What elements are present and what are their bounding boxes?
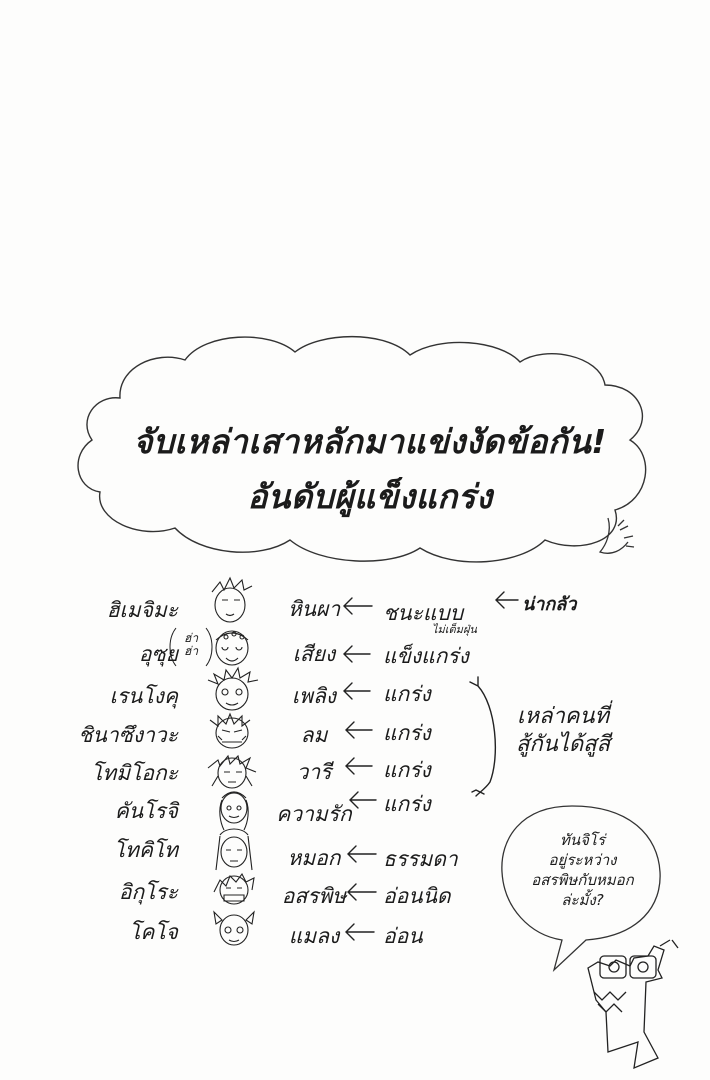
tokito-face-icon [216,829,252,870]
hashira-element: วารี [296,760,332,784]
hashira-element: หมอก [287,846,341,870]
hashira-name: อุซุย [138,642,178,666]
hashira-rank: แกร่ง [383,758,431,782]
shinazugawa-face-icon [210,714,250,748]
close-group-line1: เหล่าคนที่ [516,704,610,729]
hashira-rank: ชนะแบบ [383,601,464,625]
hashira-element: ความรัก [276,802,352,826]
close-group-line2: สู้กันได้สูสี [516,732,610,757]
page-title-line1: จับเหล่าเสาหลักมาแข่งงัดข้อกัน! [133,422,607,461]
bubble-line1: ทันจิโร่ [559,831,606,849]
hashira-rank: แกร่ง [383,682,431,706]
hashira-element: เพลิง [291,684,337,708]
not-full-power-note: ไม่เต็มฝุ่น [432,623,477,636]
hashira-name: คันโรจิ [114,799,178,823]
hashira-name: ชินาซึงาวะ [78,723,178,747]
hashira-rank: แกร่ง [383,792,431,816]
hashira-element: ลม [300,723,328,747]
hashira-name: โทมิโอกะ [91,761,178,785]
hashira-rank: ธรรมดา [383,847,458,871]
scary-note: น่ากลัว [522,594,577,615]
hashira-name: เรนโงคุ [109,684,178,708]
close-group-bracket [470,677,495,796]
hashira-name: โคโจ [129,920,178,944]
haha-note: ฮ่า ฮ่า [184,631,199,658]
kanroji-face-icon [220,792,248,830]
uzui-face-icon [216,631,248,665]
cloud-tail-hand [600,518,634,553]
hashira-name: อิกุโระ [118,880,178,904]
page-title-line2: อันดับผู้แข็งแกร่ง [247,477,493,516]
speech-bubble-text [510,830,655,910]
bubble-line3: อสรพิษกับหมอก [531,871,634,889]
hashira-element: หินผา [287,597,341,621]
hashira-element: อสรพิษ [281,884,347,908]
bubble-line4: ล่ะมั้ง? [561,891,604,909]
tomioka-face-icon [208,756,256,788]
hashira-name: โทคิโท [113,838,178,862]
rengoku-face-icon [208,668,258,710]
hashira-element: เสียง [292,642,336,666]
hashira-rank: แกร่ง [383,721,431,745]
bubble-line2: อยู่ระหว่าง [548,851,617,869]
iguro-face-icon [214,874,254,904]
tanjiro-doodle [588,940,678,1068]
kocho-face-icon [214,912,254,945]
hashira-element: แมลง [288,924,340,948]
hashira-name: ฮิเมจิมะ [106,598,178,622]
hashira-rank: แข็งแกร่ง [383,644,469,668]
himejima-face-icon [212,578,252,622]
close-group-note [498,703,628,759]
hashira-rank: อ่อนนิด [383,884,451,908]
hashira-rank: อ่อน [383,924,423,948]
